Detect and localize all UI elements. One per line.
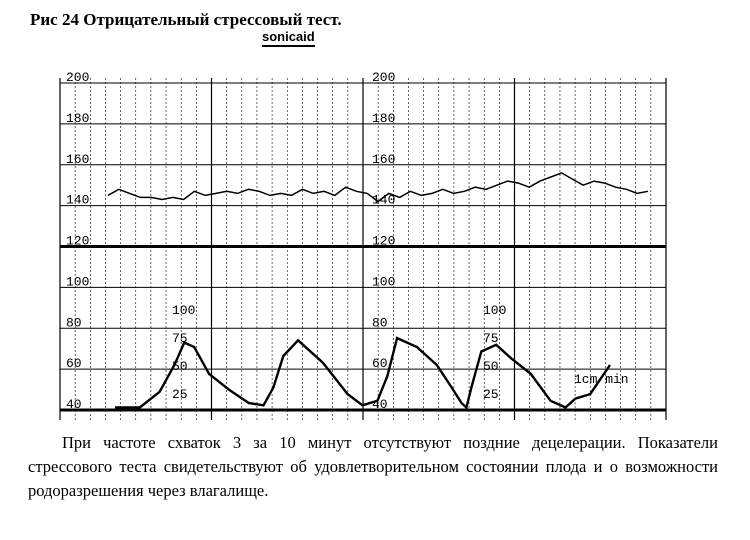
- fhr-tick-label-middle: 100: [372, 274, 396, 290]
- fhr-tick-label-middle: 120: [372, 233, 396, 249]
- fhr-tick-label-middle: 200: [372, 70, 396, 85]
- paper-speed-label: 1cm/min: [574, 372, 629, 387]
- chart-grid: [60, 78, 666, 420]
- fhr-tick-label-middle: 80: [372, 315, 388, 331]
- fhr-tick-label-left: 60: [66, 356, 82, 372]
- fhr-tick-label-middle: 160: [372, 151, 396, 167]
- ua-tick-label-block2: 50: [483, 359, 499, 374]
- figure-title: Рис 24 Отрицательный стрессовый тест.: [30, 10, 342, 29]
- ua-tick-label-block1: 100: [172, 303, 196, 318]
- ua-tick-label-block1: 75: [172, 331, 188, 346]
- fhr-tick-label-left: 40: [66, 397, 82, 412]
- ua-tick-label-block1: 25: [172, 387, 188, 402]
- fhr-tick-label-left: 160: [66, 151, 90, 167]
- fhr-tick-label-left: 80: [66, 315, 82, 331]
- ua-tick-label-block2: 75: [483, 331, 499, 346]
- fhr-tick-label-left: 100: [66, 274, 90, 290]
- device-brand: sonicaid: [262, 30, 315, 47]
- scale-labels: [66, 70, 506, 412]
- fhr-tick-label-middle: 180: [372, 110, 396, 126]
- fhr-tick-label-middle: 40: [372, 397, 388, 412]
- fhr-tick-label-left: 140: [66, 192, 90, 208]
- ua-tick-label-block1: 50: [172, 359, 188, 374]
- fhr-tick-label-left: 200: [66, 70, 90, 85]
- fhr-tick-label-middle: 60: [372, 356, 388, 372]
- ua-tick-label-block2: 100: [483, 303, 507, 318]
- fhr-tick-label-middle: 140: [372, 192, 396, 208]
- fhr-tick-label-left: 180: [66, 110, 90, 126]
- figure-caption: При частоте схваток 3 за 10 минут отсутствуют поздние децелерации. Показатели стрессового теста свидетельствуют об удовлетворительном состоянии плода и о возможности родоразрешения через влагалище.: [28, 433, 718, 500]
- fhr-tick-label-left: 120: [66, 233, 90, 249]
- ua-tick-label-block2: 25: [483, 387, 499, 402]
